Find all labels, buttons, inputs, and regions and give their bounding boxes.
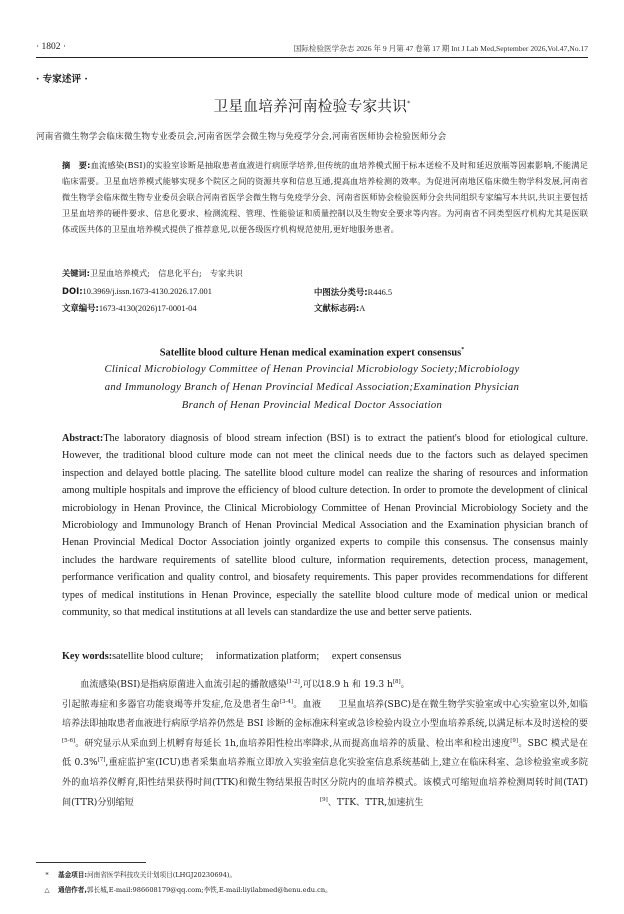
doi-value: 10.3969/j.issn.1673-4130.2026.17.001 — [82, 287, 212, 296]
doi-label: DOI: — [62, 286, 83, 296]
authors-cn: 河南省微生物学会临床微生物专业委员会,河南省医学会微生物与免疫学分会,河南省医师协会检验医师分会 — [36, 132, 447, 142]
keywords-cn-items: 卫星血培养模式; 信息化平台; 专家共识 — [89, 268, 243, 278]
footnote-fund — [36, 869, 236, 879]
abstract-en-text: The laboratory diagnosis of blood stream infection (BSI) is to extract the patient's blood for etiological culture. However, the traditional blood culture mode can not meet the clinical needs due to the factors such as delayed specimen inspection and delayed bottle placing. The satellite blood culture model can realize the sharing of resources and information among multiple hospitals and improve the efficiency of blood culture detection. In order to promote the development of clinical microbiology in Henan Province, the Clinical Microbiology Committee of Henan Provincial Microbiology Society and the Microbiology and Immunology Branch of Henan Provincial Medical Association and the Examination physician branch of Henan Provincial Medical Doctor Association jointly organized experts to compile this consensus. The consensus mainly includes the hardware requirements of satellite blood culture, information requirements, detection process, management, performance verification and quality control, and biosafety requirements. This paper provides recommendations for different types of medical institutions in Henan Province, especially the satellite blood culture mode of medical union or medical community, so that medical institutions at all levels can standardize the use and better serve patients. — [62, 433, 588, 619]
authors-en — [40, 361, 584, 415]
body-text: 。研究显示从采血到上机孵育每延长 1h,血培养阳性检出率降低 0.3% — [62, 738, 321, 769]
article-title-cn — [0, 95, 624, 116]
footnote-corr-label: 通信作者, — [58, 886, 87, 894]
title-en-footnote-mark: * — [461, 347, 465, 353]
doc-code-label: 文献标志码: — [314, 303, 360, 313]
citation: [7] — [97, 757, 106, 764]
running-head — [36, 42, 588, 56]
article-no-label: 文章编号: — [62, 303, 99, 313]
article-no-value: 1673-4130(2026)17-0001-04 — [98, 304, 197, 313]
body-text: 。 — [400, 680, 410, 690]
body-text: ,可以引起脓毒症和多器官功能衰竭等并发症,危及患者生命 — [62, 680, 321, 710]
footnote-corresponding — [36, 884, 332, 894]
body-text: 。SBC 模式是在信息化实验室信息系统基础上,建立在临床科室、急诊检验室或多院区分院内的血培养模式。该模式可缩短血培养检测周转时间(TAT) — [320, 738, 588, 788]
body-column-left — [62, 676, 321, 813]
footnote-fund-mark: * — [45, 871, 49, 879]
article-title-en — [0, 347, 624, 358]
keywords-en-label: Key words: — [62, 651, 113, 662]
body-text: 血流感染(BSI)是指病原菌进入血流引起的播散感染 — [80, 680, 287, 690]
footnote-rule — [36, 862, 146, 863]
body-column-right — [320, 676, 588, 813]
footnote-fund-label: 基金项目: — [58, 871, 88, 879]
body-text: ,重症监护室(ICU)患者采集血培养瓶立即放入实验室外的血培养仪孵育,阳性结果获得时间(TTK)和微生物结果报告时间(TTR)分别缩短 — [62, 758, 322, 808]
body-paragraph-continued — [320, 676, 588, 696]
clc-value: R446.5 — [367, 288, 393, 297]
doc-code-value: A — [359, 304, 366, 313]
keywords-cn — [62, 268, 243, 279]
header-rule — [36, 57, 588, 58]
body-text: 18.9 h 和 19.3 h — [320, 680, 393, 690]
keywords-cn-label: 关键词: — [62, 268, 90, 278]
meta-row-article-no — [62, 302, 366, 314]
citation: [9] — [510, 737, 519, 744]
title-cn-text: 卫星血培养河南检验专家共识 — [213, 98, 408, 115]
authors-en-line: and Immunology Branch of Henan Provincial Medical Association;Examination Physician — [104, 382, 520, 393]
citation: [9] — [320, 796, 328, 803]
abstract-cn-label: 摘 要: — [62, 160, 91, 170]
citation: [8] — [392, 678, 401, 685]
citation: [1-2] — [286, 678, 300, 685]
citation: [5-6] — [62, 737, 76, 744]
footnote-corr-text: 郭长城,E-mail:986608179@qq.com;李铁,E-mail:liyilabmed@henu.edu.cn。 — [86, 886, 332, 894]
abstract-cn-text: 血流感染(BSI)的实验室诊断是抽取患者血液进行病原学培养,但传统的血培养模式囿于标本送检不及时和延迟放瓶等因素影响,不能满足临床需要。卫星血培养模式能够实现多个院区之间的资源共享和信息互通,提高血培养检测的效率。为促进河南地区临床微生物学科发展,河南省微生物学会临床微生物专业委员会联合河南省医学会微生物与免疫学分会、河南省医师协会检验医师分会共同组织专家编写本共识,共识主要包括卫星血培养的硬件要求、信息化要求、检测流程、管理、性能验证和质量控制以及生物安全要求等内容。为河南省不同类型医疗机构尤其是医联体或医共体的卫星血培养模式提供了推荐意见,以便各级医疗机构规范使用,更好地服务患者。 — [62, 160, 588, 234]
journal-citation: 国际检验医学杂志 2026 年 9 月第 47 卷第 17 期 Int J Lab Med,September 2026,Vol.47,No.17 — [293, 44, 588, 53]
clc-label: 中图法分类号: — [314, 287, 368, 297]
title-en-text: Satellite blood culture Henan medical examination expert consensus — [159, 347, 462, 359]
abstract-en — [62, 430, 588, 621]
body-paragraph — [62, 676, 321, 813]
column-label: · 专家述评 · — [36, 74, 88, 85]
citation: [3-4] — [279, 698, 293, 705]
footnote-fund-text: 河南省医学科技攻关计划项目(LHGJ20230694)。 — [87, 871, 237, 879]
footnote-corr-mark: △ — [44, 886, 50, 894]
meta-row-doi — [62, 286, 393, 297]
authors-en-line: Branch of Henan Provincial Medical Doctor Association — [181, 400, 443, 411]
body-paragraph — [320, 696, 588, 814]
body-text: 卫星血培养(SBC)是在微生物学实验室或中心实验室以外,如临床科室或急诊检验内设立小型血培养系统,以满足标本及时送检的要求,从而提高血培养的质量、检出率和检出速度 — [320, 699, 588, 749]
body-text: 、TTK、TTR,加速抗生 — [327, 797, 424, 808]
title-cn-footnote-mark: * — [407, 100, 411, 108]
abstract-en-label: Abstract: — [62, 433, 104, 444]
body-text: 。血液培养法即抽取患者血液进行病原学培养仍然是 BSI 诊断的金标准 — [62, 699, 321, 730]
keywords-en — [62, 647, 401, 662]
authors-en-line: Clinical Microbiology Committee of Henan Provincial Microbiology Society;Microbiology — [104, 364, 520, 375]
page-number: · 1802 · — [36, 42, 67, 52]
abstract-cn — [62, 158, 588, 238]
keywords-en-items: satellite blood culture; informatization platform; expert consensus — [112, 651, 402, 662]
